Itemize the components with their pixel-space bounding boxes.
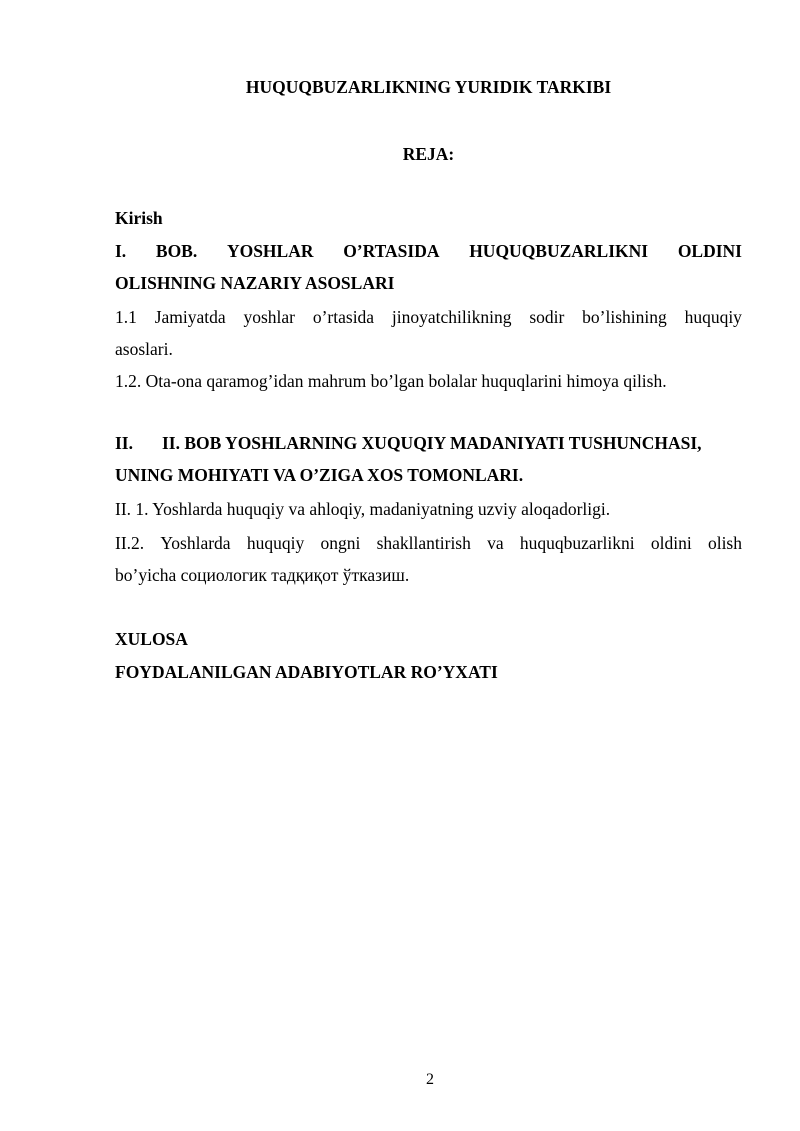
toc-word: va <box>487 533 504 553</box>
toc-word: o’rtasida <box>312 307 375 327</box>
toc-word: 1.1 <box>115 307 137 327</box>
toc-section-1-2: 1.2. Ota-ona qaramog’idan mahrum bo’lgan bolalar huquqlarini himoya qilish. <box>115 371 667 391</box>
toc-word: O’RTASIDA <box>343 241 440 261</box>
toc-section-1-1-line-1 <box>115 306 742 328</box>
toc-word: huquqbuzarlikni <box>519 533 635 553</box>
toc-word: OLDINI <box>677 241 742 261</box>
toc-word: Jamiyatda <box>154 307 226 327</box>
toc-word: Yoshlarda <box>160 533 231 553</box>
toc-conclusion: XULOSA <box>115 629 188 649</box>
toc-section-2-1: II. 1. Yoshlarda huquqiy va ahloqiy, madaniyatning uzviy aloqadorligi. <box>115 499 611 519</box>
plan-heading: REJA: <box>402 144 455 164</box>
toc-word: jinoyatchilikning <box>391 307 512 327</box>
toc-word: sodir <box>529 307 565 327</box>
toc-word: shakllantirish <box>376 533 471 553</box>
toc-section-1-1-line-2: asoslari. <box>115 339 173 359</box>
page-number: 2 <box>426 1071 434 1088</box>
toc-word: I. <box>115 241 127 261</box>
toc-word: huquqiy <box>684 307 742 327</box>
toc-intro: Kirish <box>115 208 163 228</box>
toc-word: ongni <box>320 533 361 553</box>
toc-word: huquqiy <box>246 533 305 553</box>
toc-references: FOYDALANILGAN ADABIYOTLAR RO’YXATI <box>115 662 498 682</box>
toc-chapter-2-prefix: II. <box>115 433 133 453</box>
toc-section-2-2-line-2: bo’yicha социологик тадқиқот ўтказиш. <box>115 565 410 585</box>
toc-word: yoshlar <box>243 307 296 327</box>
toc-word: oldini <box>650 533 692 553</box>
toc-word: BOB. <box>155 241 198 261</box>
toc-chapter-1-line-1 <box>115 240 742 262</box>
toc-word: bo’lishining <box>582 307 667 327</box>
toc-word: olish <box>707 533 742 553</box>
toc-word: YOSHLAR <box>226 241 314 261</box>
toc-word: HUQUQBUZARLIKNI <box>469 241 649 261</box>
toc-word: II.2. <box>115 533 145 553</box>
toc-section-2-2-line-1 <box>115 532 742 554</box>
toc-chapter-2-title: II. BOB YOSHLARNING XUQUQIY MADANIYATI TUSHUNCHASI, <box>162 433 702 453</box>
toc-chapter-2-line-1 <box>115 432 742 454</box>
document-title: HUQUQBUZARLIKNING YURIDIK TARKIBI <box>245 77 612 97</box>
toc-chapter-2-line-2: UNING MOHIYATI VA O’ZIGA XOS TOMONLARI. <box>115 465 524 485</box>
toc-chapter-1-line-2: OLISHNING NAZARIY ASOSLARI <box>115 273 395 293</box>
